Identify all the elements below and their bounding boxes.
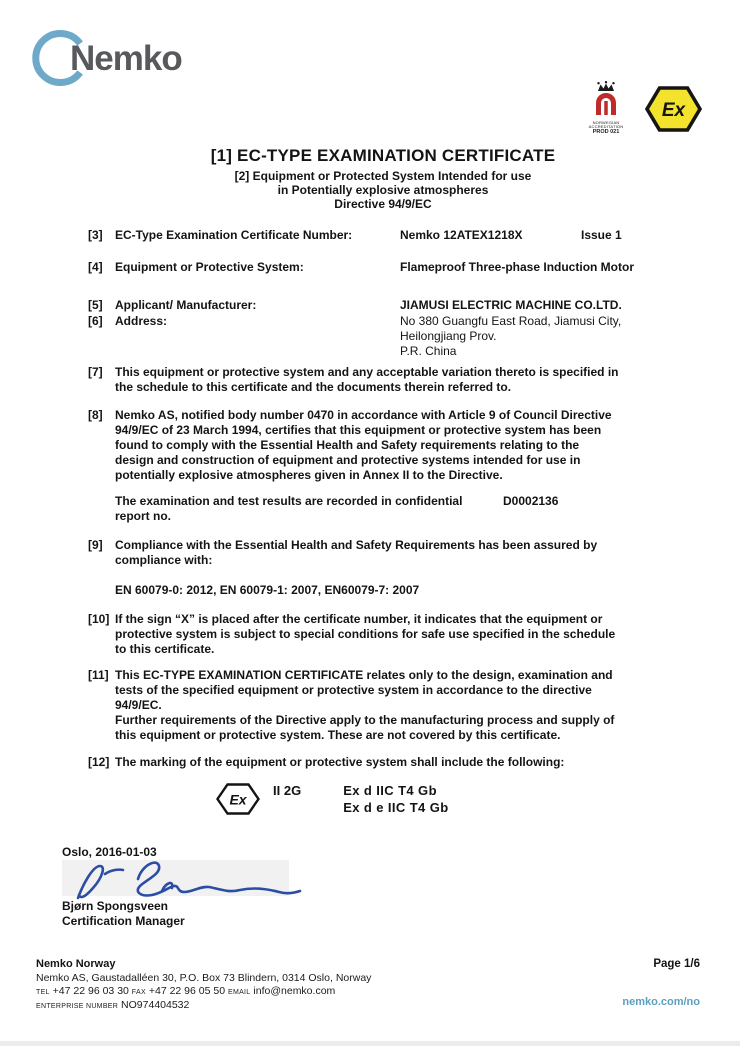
item-number: [10] xyxy=(88,612,110,626)
applicant-label: Applicant/ Manufacturer: xyxy=(115,298,257,312)
signature-block xyxy=(62,845,678,929)
paragraph-9-text: Compliance with the Essential Health and Safety Requirements has been assured by compliance with: xyxy=(115,538,598,567)
item-number: [12] xyxy=(88,755,110,769)
address-label: Address: xyxy=(115,314,168,328)
nemko-logo-text: Nemko xyxy=(70,38,182,78)
report-row xyxy=(115,494,678,524)
signature-image xyxy=(62,860,289,896)
paragraph-11 xyxy=(88,668,678,743)
certificate-title-block xyxy=(88,146,678,211)
tel-value: +47 22 96 03 30 xyxy=(52,985,129,997)
footer-address: Nemko AS, Gaustadalléen 30, P.O. Box 73 Blindern, 0314 Oslo, Norway xyxy=(36,972,372,984)
svg-text:Ex: Ex xyxy=(229,791,247,808)
item-number: [6] xyxy=(88,314,103,328)
item-number: [7] xyxy=(88,365,103,379)
equipment-value: Flameproof Three-phase Induction Motor xyxy=(400,260,635,274)
item-number: [3] xyxy=(88,228,103,242)
paragraph-8-text: Nemko AS, notified body number 0470 in accordance with Article 9 of Council Directive 94/9/EC of 23 March 1994, certifies that this equipment or protective system has been found to comply with the Essential Health and Safety requirements relating to the design and construction of equipment and protective systems intended for use in potentially explosive atmospheres given in Annex II to the Directive. xyxy=(115,408,612,482)
paragraph-11-text: This EC-TYPE EXAMINATION CERTIFICATE relates only to the design, examination and tests of the specified equipment or protective system in accordance to the directive 94/9/EC. Further requirements of the Directive apply to the manufacturing process and supply of this equipment or protective system. These are not covered by this certificate. xyxy=(115,668,615,742)
certification-marks xyxy=(584,80,702,137)
footer-company-info xyxy=(36,958,371,1013)
paragraph-12 xyxy=(88,755,678,770)
standards-list: EN 60079-0: 2012, EN 60079-1: 2007, EN60079-7: 2007 xyxy=(115,583,420,597)
field-certificate-number xyxy=(88,228,678,243)
subtitle-line-1: [2] Equipment or Protected System Intended for use xyxy=(234,169,532,183)
signatory-role: Certification Manager xyxy=(62,914,185,928)
subtitle-line-2: in Potentially explosive atmospheres xyxy=(277,183,489,197)
nemko-logo xyxy=(31,28,182,88)
footer-company-name: Nemko Norway xyxy=(36,958,116,970)
equipment-label: Equipment or Protective System: xyxy=(115,260,304,274)
email-label: EMAIL xyxy=(227,989,251,996)
equipment-group-category: II 2G xyxy=(273,783,302,798)
field-equipment xyxy=(88,260,678,275)
equipment-marking xyxy=(216,782,678,816)
item-number: [5] xyxy=(88,298,103,312)
certificate-number-label: EC-Type Examination Certificate Number: xyxy=(115,228,353,242)
paragraph-8 xyxy=(88,408,678,524)
atex-ex-icon xyxy=(645,86,702,137)
tel-label: TEL xyxy=(36,989,50,996)
signatory-name: Bjørn Spongsveen xyxy=(62,899,169,913)
paragraph-10 xyxy=(88,612,678,657)
email-value: info@nemko.com xyxy=(253,985,336,997)
page-bottom-edge xyxy=(0,1041,740,1046)
footer-enterprise xyxy=(36,999,371,1013)
field-address xyxy=(88,314,678,359)
paragraph-10-text: If the sign “X” is placed after the certificate number, it indicates that the equipment or protective system is subject to special conditions for safe use specified in the schedule to this certificate. xyxy=(115,612,616,656)
enterprise-number-value: NO974404532 xyxy=(121,999,190,1011)
fax-value: +47 22 96 05 50 xyxy=(148,985,226,997)
report-text-line-1: The examination and test results are recorded in confidential xyxy=(115,494,463,508)
subtitle-line-3: Directive 94/9/EC xyxy=(334,197,432,211)
place-and-date: Oslo, 2016-01-03 xyxy=(62,845,157,859)
report-text-line-2: report no. xyxy=(115,509,171,523)
item-number: [8] xyxy=(88,408,103,422)
issue-value: Issue 1 xyxy=(581,228,622,242)
website-link[interactable]: nemko.com/no xyxy=(622,996,700,1008)
paragraph-9 xyxy=(88,538,678,598)
fax-label: FAX xyxy=(131,989,146,996)
norwegian-accreditation-icon: NORWEGIAN ACCREDITATION PROD 021 xyxy=(584,80,628,136)
applicant-value: JIAMUSI ELECTRIC MACHINE CO.LTD. xyxy=(400,298,622,312)
report-number: D0002136 xyxy=(503,494,559,508)
page-title: [1] EC-TYPE EXAMINATION CERTIFICATE xyxy=(210,146,556,165)
paragraph-7 xyxy=(88,365,678,395)
paragraph-7-text: This equipment or protective system and any acceptable variation thereto is specified in the schedule to this certificate and the documents therein referred to. xyxy=(115,365,619,394)
svg-text:Ex: Ex xyxy=(661,100,686,121)
footer-contact xyxy=(36,985,371,999)
protection-codes: Ex d IIC T4 Gb Ex d e IIC T4 Gb xyxy=(343,783,449,815)
accreditation-label: NORWEGIAN xyxy=(592,119,620,125)
paragraph-12-text: The marking of the equipment or protective system shall include the following: xyxy=(115,755,565,769)
item-number: [11] xyxy=(88,668,109,682)
accreditation-prod-number: PROD 021 xyxy=(592,129,620,136)
footer-page-info xyxy=(622,958,700,1010)
certificate-number-value: Nemko 12ATEX1218X xyxy=(400,228,523,242)
ex-marking-icon xyxy=(216,783,260,815)
page-number: Page 1/6 xyxy=(653,958,700,970)
enterprise-number-label: ENTERPRISE NUMBER xyxy=(36,1003,119,1010)
address-value: No 380 Guangfu East Road, Jiamusi City, Heilongjiang Prov. P.R. China xyxy=(400,314,622,358)
item-number: [4] xyxy=(88,260,103,274)
field-applicant xyxy=(88,298,678,313)
handwritten-signature-icon xyxy=(62,856,312,904)
item-number: [9] xyxy=(88,538,103,552)
